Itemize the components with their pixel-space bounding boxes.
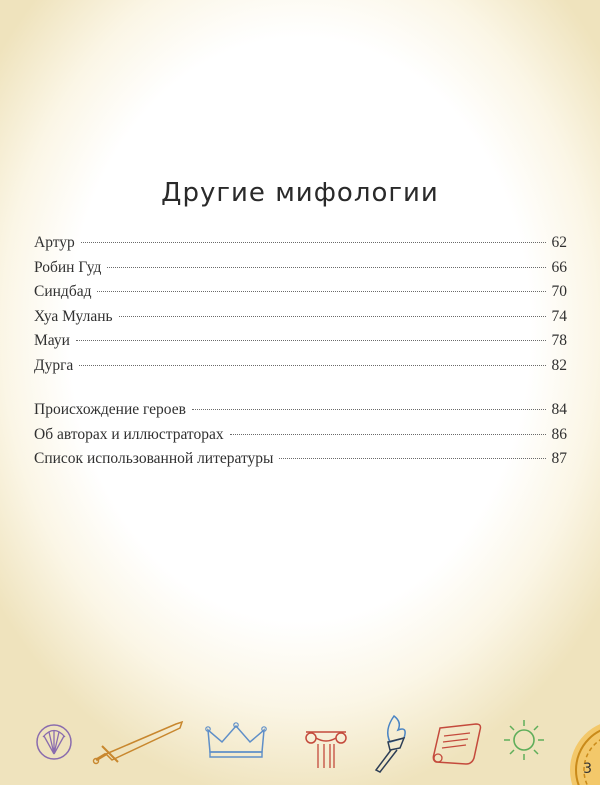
dot-leader: [81, 242, 546, 243]
dot-leader: [119, 316, 546, 317]
toc-row[interactable]: [34, 308, 567, 333]
toc-row[interactable]: [34, 234, 567, 259]
toc-entry-label: Об авторах и иллюстраторах: [34, 425, 224, 443]
dot-leader: [79, 365, 545, 366]
toc-entry-label: Артур: [34, 234, 75, 251]
decorative-icon-row: [0, 700, 600, 785]
toc-row[interactable]: [34, 426, 567, 451]
toc-entry-label: Синдбад: [34, 283, 92, 300]
toc-entry-label: Список использованной литературы: [34, 450, 274, 467]
toc-entry-label: Хуа Мулань: [34, 307, 113, 325]
scroll-icon: [430, 720, 484, 766]
toc-entry-page: 78: [551, 332, 567, 349]
toc-entry-page: 86: [551, 425, 567, 443]
torch-icon: [364, 712, 416, 776]
dot-leader: [107, 267, 545, 268]
toc-entry-label: Робин Гуд: [34, 258, 102, 276]
toc-entry-label: Дурга: [34, 356, 74, 374]
dot-leader: [279, 458, 545, 459]
toc-entry-label: Происхождение героев: [34, 401, 186, 418]
dot-leader: [97, 291, 545, 292]
toc-entry-page: 74: [551, 307, 567, 325]
dot-leader: [76, 340, 546, 341]
toc-entry-page: 66: [551, 258, 567, 276]
toc-list-appendix: [34, 401, 567, 475]
toc-row[interactable]: [34, 332, 567, 357]
toc-row[interactable]: [34, 283, 567, 308]
toc-entry-label: Мауи: [34, 332, 70, 349]
page-number: 3: [583, 761, 592, 777]
sun-icon: [502, 718, 546, 762]
toc-entry-page: 62: [551, 234, 567, 251]
toc-row[interactable]: [34, 357, 567, 382]
toc-entry-page: 87: [551, 450, 567, 467]
sword-icon: [92, 716, 188, 766]
toc-row[interactable]: [34, 259, 567, 284]
toc-entry-page: 82: [551, 356, 567, 374]
toc-row[interactable]: [34, 401, 567, 426]
dot-leader: [192, 409, 546, 410]
toc-entry-page: 84: [551, 401, 567, 418]
toc-entry-page: 70: [551, 283, 567, 300]
toc-list-myths: [34, 234, 567, 381]
shell-icon: [34, 722, 74, 762]
column-capital-icon: [302, 722, 350, 770]
section-title: Другие мифологии: [161, 178, 439, 208]
dot-leader: [230, 434, 546, 435]
corner-medallion-icon: [560, 710, 600, 785]
toc-row[interactable]: [34, 450, 567, 475]
crown-icon: [204, 722, 268, 760]
